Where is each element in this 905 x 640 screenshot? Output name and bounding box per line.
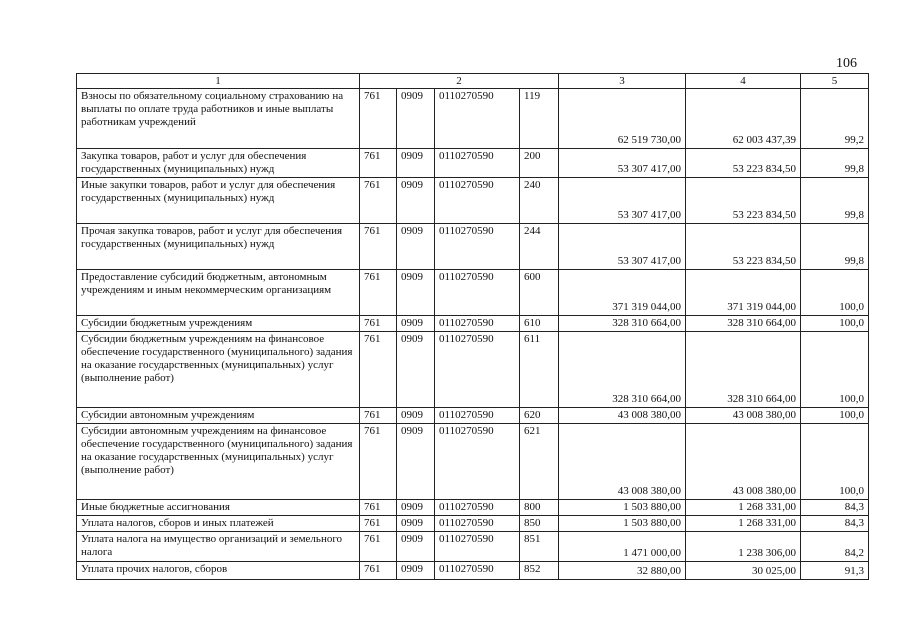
code-section: 0909 (397, 316, 435, 332)
code-chapter: 761 (360, 224, 397, 270)
code-chapter: 761 (360, 500, 397, 516)
planned-amount: 328 310 664,00 (559, 316, 686, 332)
executed-amount: 53 223 834,50 (686, 149, 801, 178)
header-col-1: 1 (77, 74, 360, 89)
table-row (77, 89, 869, 149)
planned-amount: 32 880,00 (559, 562, 686, 580)
code-section: 0909 (397, 224, 435, 270)
planned-amount: 62 519 730,00 (559, 89, 686, 149)
code-expense-type: 621 (520, 424, 559, 500)
code-chapter: 761 (360, 424, 397, 500)
code-expense-type: 851 (520, 532, 559, 562)
row-name: Уплата налога на имущество организаций и земельного налога (77, 532, 360, 562)
executed-amount: 371 319 044,00 (686, 270, 801, 316)
execution-percent: 84,3 (801, 516, 869, 532)
planned-amount: 1 471 000,00 (559, 532, 686, 562)
planned-amount: 53 307 417,00 (559, 178, 686, 224)
code-expense-type: 119 (520, 89, 559, 149)
code-target: 0110270590 (435, 89, 520, 149)
code-section: 0909 (397, 178, 435, 224)
planned-amount: 1 503 880,00 (559, 516, 686, 532)
planned-amount: 43 008 380,00 (559, 408, 686, 424)
code-target: 0110270590 (435, 149, 520, 178)
code-expense-type: 200 (520, 149, 559, 178)
execution-percent: 84,2 (801, 532, 869, 562)
row-name: Взносы по обязательному социальному страхованию на выплаты по оплате труда работников и иные выплаты работникам учреждений (77, 89, 360, 149)
executed-amount: 328 310 664,00 (686, 332, 801, 408)
planned-amount: 1 503 880,00 (559, 500, 686, 516)
header-row (77, 74, 869, 89)
table-row (77, 500, 869, 516)
row-name: Субсидии автономным учреждениям на финансовое обеспечение государственного (муниципального) задания на оказание государственных (муниципальных) услуг (выполнение работ) (77, 424, 360, 500)
code-expense-type: 620 (520, 408, 559, 424)
code-chapter: 761 (360, 562, 397, 580)
table-row (77, 532, 869, 562)
executed-amount: 43 008 380,00 (686, 424, 801, 500)
executed-amount: 62 003 437,39 (686, 89, 801, 149)
table-row (77, 424, 869, 500)
execution-percent: 99,2 (801, 89, 869, 149)
code-chapter: 761 (360, 316, 397, 332)
code-chapter: 761 (360, 532, 397, 562)
table-row (77, 516, 869, 532)
execution-percent: 100,0 (801, 424, 869, 500)
code-section: 0909 (397, 408, 435, 424)
code-chapter: 761 (360, 270, 397, 316)
execution-percent: 99,8 (801, 224, 869, 270)
code-target: 0110270590 (435, 270, 520, 316)
planned-amount: 53 307 417,00 (559, 149, 686, 178)
code-target: 0110270590 (435, 408, 520, 424)
row-name: Иные закупки товаров, работ и услуг для обеспечения государственных (муниципальных) нужд (77, 178, 360, 224)
executed-amount: 328 310 664,00 (686, 316, 801, 332)
table-row (77, 178, 869, 224)
planned-amount: 53 307 417,00 (559, 224, 686, 270)
row-name: Субсидии бюджетным учреждениям на финансовое обеспечение государственного (муниципального) задания на оказание государственных (муниципальных) услуг (выполнение работ) (77, 332, 360, 408)
executed-amount: 30 025,00 (686, 562, 801, 580)
code-chapter: 761 (360, 332, 397, 408)
row-name: Прочая закупка товаров, работ и услуг для обеспечения государственных (муниципальных) нужд (77, 224, 360, 270)
row-name: Субсидии бюджетным учреждениям (77, 316, 360, 332)
budget-table (76, 73, 869, 580)
code-target: 0110270590 (435, 178, 520, 224)
execution-percent: 100,0 (801, 332, 869, 408)
executed-amount: 53 223 834,50 (686, 178, 801, 224)
code-expense-type: 852 (520, 562, 559, 580)
code-section: 0909 (397, 516, 435, 532)
execution-percent: 99,8 (801, 149, 869, 178)
planned-amount: 371 319 044,00 (559, 270, 686, 316)
code-expense-type: 600 (520, 270, 559, 316)
table-row (77, 224, 869, 270)
table-row (77, 316, 869, 332)
code-section: 0909 (397, 500, 435, 516)
code-target: 0110270590 (435, 516, 520, 532)
code-expense-type: 850 (520, 516, 559, 532)
code-section: 0909 (397, 332, 435, 408)
code-chapter: 761 (360, 89, 397, 149)
header-col-2: 2 (360, 74, 559, 89)
code-section: 0909 (397, 89, 435, 149)
code-expense-type: 611 (520, 332, 559, 408)
execution-percent: 99,8 (801, 178, 869, 224)
code-chapter: 761 (360, 149, 397, 178)
code-target: 0110270590 (435, 500, 520, 516)
code-expense-type: 244 (520, 224, 559, 270)
code-target: 0110270590 (435, 562, 520, 580)
table-row (77, 408, 869, 424)
code-target: 0110270590 (435, 424, 520, 500)
row-name: Уплата налогов, сборов и иных платежей (77, 516, 360, 532)
table-row (77, 149, 869, 178)
execution-percent: 100,0 (801, 316, 869, 332)
row-name: Предоставление субсидий бюджетным, автономным учреждениям и иным некоммерческим организациям (77, 270, 360, 316)
row-name: Иные бюджетные ассигнования (77, 500, 360, 516)
table-row (77, 332, 869, 408)
code-target: 0110270590 (435, 532, 520, 562)
table-row (77, 562, 869, 580)
code-target: 0110270590 (435, 224, 520, 270)
code-section: 0909 (397, 270, 435, 316)
executed-amount: 1 238 306,00 (686, 532, 801, 562)
executed-amount: 1 268 331,00 (686, 500, 801, 516)
header-col-5: 5 (801, 74, 869, 89)
code-expense-type: 240 (520, 178, 559, 224)
code-section: 0909 (397, 562, 435, 580)
executed-amount: 53 223 834,50 (686, 224, 801, 270)
row-name: Уплата прочих налогов, сборов (77, 562, 360, 580)
executed-amount: 1 268 331,00 (686, 516, 801, 532)
execution-percent: 84,3 (801, 500, 869, 516)
code-target: 0110270590 (435, 332, 520, 408)
code-chapter: 761 (360, 408, 397, 424)
planned-amount: 328 310 664,00 (559, 332, 686, 408)
row-name: Субсидии автономным учреждениям (77, 408, 360, 424)
code-target: 0110270590 (435, 316, 520, 332)
executed-amount: 43 008 380,00 (686, 408, 801, 424)
row-name: Закупка товаров, работ и услуг для обеспечения государственных (муниципальных) нужд (77, 149, 360, 178)
code-expense-type: 610 (520, 316, 559, 332)
code-section: 0909 (397, 149, 435, 178)
code-section: 0909 (397, 424, 435, 500)
execution-percent: 91,3 (801, 562, 869, 580)
code-section: 0909 (397, 532, 435, 562)
header-col-3: 3 (559, 74, 686, 89)
planned-amount: 43 008 380,00 (559, 424, 686, 500)
execution-percent: 100,0 (801, 408, 869, 424)
code-chapter: 761 (360, 516, 397, 532)
page-number: 106 (836, 56, 857, 71)
code-chapter: 761 (360, 178, 397, 224)
code-expense-type: 800 (520, 500, 559, 516)
header-col-4: 4 (686, 74, 801, 89)
table-row (77, 270, 869, 316)
execution-percent: 100,0 (801, 270, 869, 316)
